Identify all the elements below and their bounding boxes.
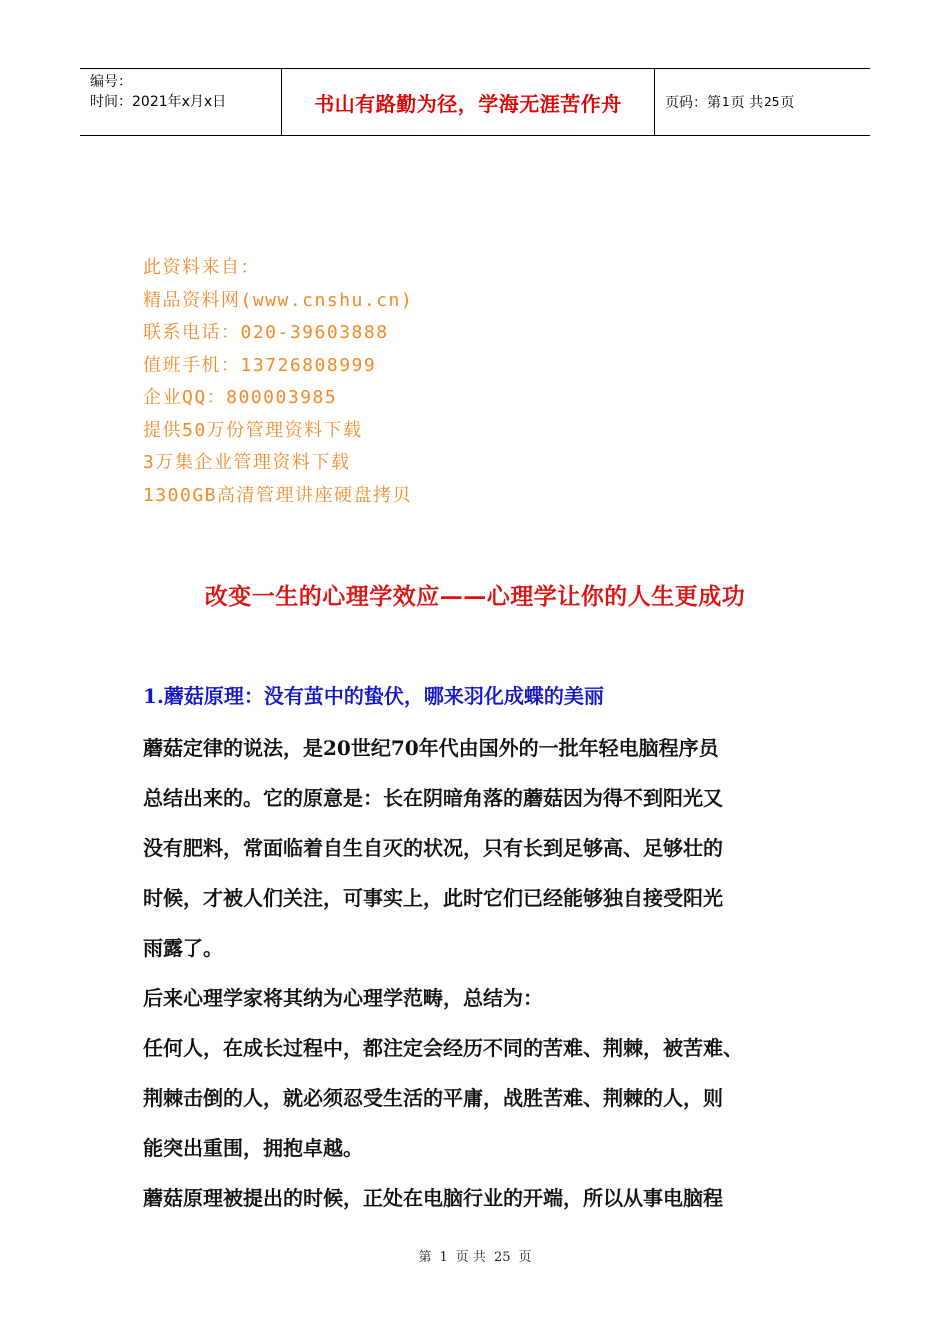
text-line: 任何人，在成长过程中，都注定会经历不同的苦难、荆棘，被苦难、 [143,1036,743,1060]
time-label: 时间：2021年x月x日 [90,94,227,110]
text-line: 后来心理学家将其纳为心理学范畴，总结为： [143,986,543,1010]
text-line: 蘑菇原理被提出的时候，正处在电脑行业的开端，所以从事电脑程 [143,1186,723,1210]
promo-line: 值班手机：13726808999 [143,354,377,376]
header-page-suffix: 页 [780,95,795,111]
paragraph [143,1173,823,1223]
section-heading: 1.蘑菇原理：没有茧中的蛰伏，哪来羽化成蝶的美丽 [143,684,604,708]
footer-total: 25 [493,1250,511,1265]
text-line: 时候，才被人们关注，可事实上，此时它们已经能够独自接受阳光 [143,886,723,910]
promo-line: 联系电话：020-39603888 [143,322,389,343]
footer-prefix: 第 [418,1250,432,1265]
header-page-current: 1 [722,95,730,109]
header-page-cell [655,69,870,135]
promo-line: 1300GB高清管理讲座硬盘拷贝 [143,484,413,506]
header-table [80,68,870,136]
serial-label: 编号： [90,74,132,90]
header-meta-cell [80,69,282,135]
promo-line: 提供50万份管理资料下载 [143,419,363,441]
footer-suffix: 页 [518,1250,532,1265]
footer-current: 1 [439,1250,448,1265]
text-line: 蘑菇定律的说法，是20世纪70年代由国外的一批年轻电脑程序员 [143,736,719,760]
footer-mid: 页 共 [455,1250,486,1265]
text-line: 荆棘击倒的人，就必须忍受生活的平庸，战胜苦难、荆棘的人，则 [143,1086,723,1110]
promo-block [143,252,413,512]
document-title: 改变一生的心理学效应——心理学让你的人生更成功 [204,583,746,610]
header-motto: 书山有路勤为径，学海无涯苦作舟 [314,91,622,116]
header-page-mid: 页 共 [730,95,764,111]
body-text [143,723,823,1223]
page-footer [0,1246,950,1265]
header-page-total: 25 [764,95,780,109]
promo-line: 此资料来自： [143,257,260,278]
text-line: 能突出重围，拥抱卓越。 [143,1136,363,1160]
paragraph [143,1023,823,1173]
text-line: 没有肥料，常面临着自生自灭的状况，只有长到足够高、足够壮的 [143,836,723,860]
promo-line: 3万集企业管理资料下载 [143,452,351,473]
header-page-prefix: 页码：第 [665,95,721,111]
paragraph [143,973,823,1023]
header-motto-cell [282,69,655,135]
promo-line: 企业QQ：800003985 [143,387,338,408]
text-line: 总结出来的。它的原意是：长在阴暗角落的蘑菇因为得不到阳光又 [143,786,723,810]
paragraph [143,723,823,973]
promo-line: 精品资料网(www.cnshu.cn) [143,289,414,311]
text-line: 雨露了。 [143,936,223,960]
